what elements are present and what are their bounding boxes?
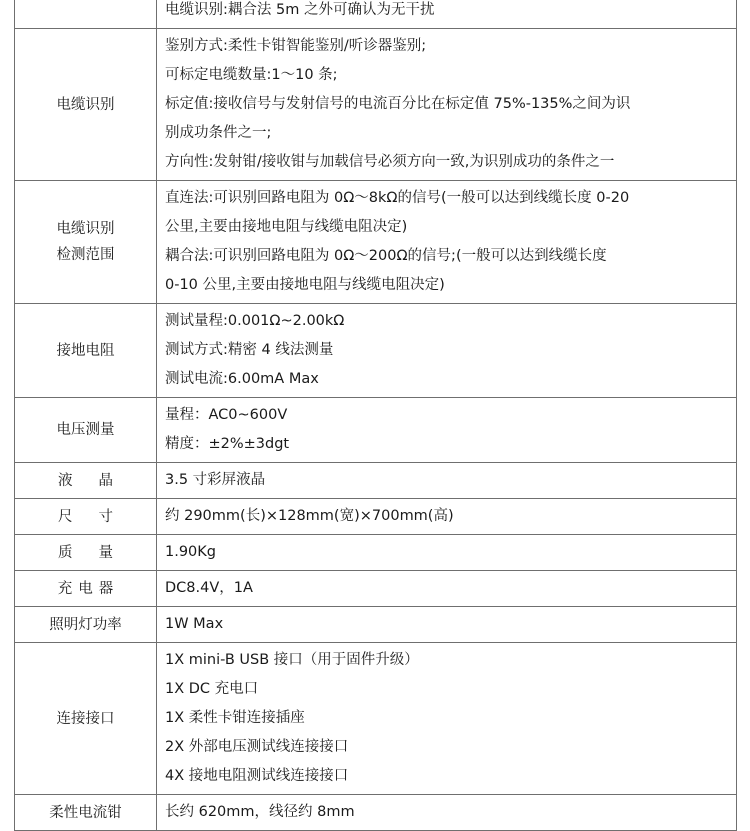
spec-label bbox=[15, 304, 157, 398]
spec-label-text: 检测范围 bbox=[56, 247, 115, 263]
spec-label bbox=[15, 571, 157, 607]
spec-value bbox=[157, 181, 737, 304]
spec-row-weight bbox=[15, 535, 737, 571]
spec-label bbox=[15, 463, 157, 499]
spec-line: 可标定电缆数量:1～10 条; bbox=[165, 67, 338, 83]
spec-value bbox=[157, 571, 737, 607]
spec-line: 电缆识别:耦合法 5m 之外可确认为无干扰 bbox=[165, 2, 435, 18]
spec-row-cable-coupling bbox=[15, 0, 737, 29]
spec-value bbox=[157, 607, 737, 643]
spec-row-voltage bbox=[15, 398, 737, 463]
spec-line: 公里,主要由接地电阻与线缆电阻决定) bbox=[165, 219, 408, 235]
spec-line: 测试量程:0.001Ω~2.00kΩ bbox=[165, 313, 345, 329]
spec-label-text: 质量 bbox=[58, 544, 139, 561]
spec-row-lamp-power bbox=[15, 607, 737, 643]
spec-line: 长约 620mm，线径约 8mm bbox=[165, 804, 355, 820]
spec-line: 标定值:接收信号与发射信号的电流百分比在标定值 75%-135%之间为识 bbox=[165, 96, 631, 112]
spec-label-text: 照明灯功率 bbox=[49, 616, 122, 633]
spec-label bbox=[15, 499, 157, 535]
spec-label-text: 电压测量 bbox=[56, 422, 115, 438]
spec-row-cable-identification bbox=[15, 29, 737, 181]
spec-line: 1.90Kg bbox=[165, 544, 216, 560]
spec-line: DC8.4V，1A bbox=[165, 580, 253, 596]
spec-line: 测试电流:6.00mA Max bbox=[165, 371, 319, 387]
spec-row-charger bbox=[15, 571, 737, 607]
spec-value bbox=[157, 398, 737, 463]
spec-line: 0-10 公里,主要由接地电阻与线缆电阻决定) bbox=[165, 277, 445, 293]
spec-row-flex-clamp bbox=[15, 795, 737, 831]
spec-value bbox=[157, 304, 737, 398]
spec-label-text: 电缆识别 bbox=[56, 96, 115, 113]
spec-label-text: 柔性电流钳 bbox=[49, 804, 122, 821]
spec-row-size bbox=[15, 499, 737, 535]
spec-value bbox=[157, 795, 737, 831]
spec-row-ground-resistance bbox=[15, 304, 737, 398]
spec-label bbox=[15, 0, 157, 29]
spec-label bbox=[15, 29, 157, 181]
spec-label bbox=[15, 607, 157, 643]
spec-line: 约 290mm(长)×128mm(宽)×700mm(高) bbox=[165, 508, 454, 524]
spec-label bbox=[15, 535, 157, 571]
spec-line: 1X DC 充电口 bbox=[165, 681, 259, 697]
spec-row-lcd bbox=[15, 463, 737, 499]
spec-line: 1X mini-B USB 接口（用于固件升级） bbox=[165, 652, 419, 668]
spec-line: 2X 外部电压测试线连接接口 bbox=[165, 739, 349, 755]
spec-label-text: 接地电阻 bbox=[56, 342, 115, 359]
spec-value bbox=[157, 0, 737, 29]
spec-line: 1W Max bbox=[165, 616, 224, 632]
spec-value bbox=[157, 535, 737, 571]
spec-line: 1X 柔性卡钳连接插座 bbox=[165, 710, 305, 726]
spec-value bbox=[157, 29, 737, 181]
spec-line: 别成功条件之一; bbox=[165, 125, 272, 141]
spec-line: 精度：±2%±3dgt bbox=[165, 436, 290, 452]
spec-line: 耦合法:可识别回路电阻为 0Ω～200Ω的信号;(一般可以达到线缆长度 bbox=[165, 248, 607, 264]
spec-label bbox=[15, 398, 157, 463]
spec-line: 量程：AC0~600V bbox=[165, 407, 288, 423]
spec-line: 方向性:发射钳/接收钳与加载信号必须方向一致,为识别成功的条件之一 bbox=[165, 154, 615, 170]
spec-line: 3.5 寸彩屏液晶 bbox=[165, 472, 266, 488]
spec-value bbox=[157, 463, 737, 499]
spec-label-text: 尺寸 bbox=[58, 508, 139, 525]
spec-line: 鉴别方式:柔性卡钳智能鉴别/听诊器鉴别; bbox=[165, 38, 427, 54]
spec-label-text: 连接接口 bbox=[56, 710, 115, 727]
spec-table bbox=[14, 0, 737, 831]
spec-label-text: 液晶 bbox=[58, 472, 139, 489]
spec-label bbox=[15, 181, 157, 304]
spec-line: 测试方式:精密 4 线法测量 bbox=[165, 342, 334, 358]
spec-line: 4X 接地电阻测试线连接接口 bbox=[165, 768, 349, 784]
spec-label-text: 电缆识别 bbox=[56, 221, 115, 237]
spec-line: 直连法:可识别回路电阻为 0Ω～8kΩ的信号(一般可以达到线缆长度 0-20 bbox=[165, 190, 630, 206]
spec-value bbox=[157, 499, 737, 535]
spec-label-text: 充电器 bbox=[57, 580, 120, 597]
spec-row-detection-range bbox=[15, 181, 737, 304]
spec-label bbox=[15, 795, 157, 831]
